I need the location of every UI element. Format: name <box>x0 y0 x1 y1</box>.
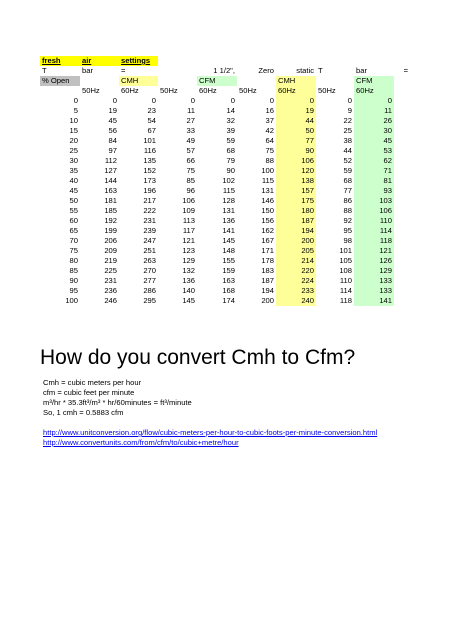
value-cell: 231 <box>104 276 117 285</box>
value-cell: 155 <box>222 256 235 265</box>
note-line: cfm = cubic feet per minute <box>43 388 135 397</box>
header-settings: settings <box>119 56 158 66</box>
value-cell: 26 <box>354 116 394 126</box>
label-size: 1 1/2", <box>213 66 235 75</box>
table-row <box>40 126 410 136</box>
value-cell: 214 <box>276 256 316 266</box>
value-cell: 75 <box>265 146 274 155</box>
header-row-4 <box>40 86 410 96</box>
value-cell: 159 <box>222 266 235 275</box>
open-percent-cell: 45 <box>69 186 78 195</box>
label-hz-3: 50Hz <box>160 86 178 95</box>
value-cell: 200 <box>261 296 274 305</box>
value-cell: 100 <box>261 166 274 175</box>
value-cell: 286 <box>143 286 156 295</box>
value-cell: 115 <box>222 186 235 195</box>
value-cell: 11 <box>187 106 195 115</box>
open-percent-cell: 5 <box>73 106 78 115</box>
value-cell: 270 <box>143 266 156 275</box>
table-body <box>40 56 410 306</box>
value-cell: 224 <box>276 276 316 286</box>
value-cell: 110 <box>339 276 352 285</box>
value-cell: 108 <box>339 266 352 275</box>
value-cell: 54 <box>147 116 156 125</box>
conversion-notes <box>43 378 192 418</box>
value-cell: 205 <box>276 246 316 256</box>
value-cell: 9 <box>347 106 352 115</box>
value-cell: 167 <box>261 236 274 245</box>
value-cell: 199 <box>104 226 117 235</box>
value-cell: 90 <box>226 166 235 175</box>
value-cell: 93 <box>354 186 394 196</box>
value-cell: 246 <box>104 296 117 305</box>
value-cell: 0 <box>112 96 117 105</box>
value-cell: 114 <box>339 286 352 295</box>
table-row <box>40 156 410 166</box>
label-cfm-2: CFM <box>354 76 394 86</box>
value-cell: 219 <box>104 256 117 265</box>
value-cell: 136 <box>182 276 195 285</box>
table-row <box>40 166 410 176</box>
value-cell: 19 <box>276 106 316 116</box>
value-cell: 56 <box>108 126 117 135</box>
table-row <box>40 226 410 236</box>
value-cell: 263 <box>143 256 156 265</box>
value-cell: 194 <box>276 226 316 236</box>
value-cell: 295 <box>143 296 156 305</box>
value-cell: 194 <box>261 286 274 295</box>
value-cell: 86 <box>343 196 352 205</box>
value-cell: 231 <box>143 216 156 225</box>
label-static: static <box>296 66 314 75</box>
value-cell: 129 <box>354 266 394 276</box>
value-cell: 37 <box>265 116 274 125</box>
open-percent-cell: 80 <box>69 256 78 265</box>
value-cell: 140 <box>182 286 195 295</box>
value-cell: 113 <box>182 216 195 225</box>
label-eq-2: = <box>403 66 408 75</box>
value-cell: 38 <box>343 136 352 145</box>
value-cell: 53 <box>354 146 394 156</box>
value-cell: 240 <box>276 296 316 306</box>
value-cell: 79 <box>226 156 235 165</box>
open-percent-cell: 10 <box>69 116 78 125</box>
value-cell: 117 <box>182 226 195 235</box>
label-t-2: T <box>318 66 323 75</box>
value-cell: 25 <box>343 126 352 135</box>
header-fresh: fresh <box>40 56 80 66</box>
label-bar-2: bar <box>356 66 367 75</box>
table-row <box>40 136 410 146</box>
value-cell: 16 <box>265 106 274 115</box>
value-cell: 121 <box>182 236 195 245</box>
value-cell: 187 <box>276 216 316 226</box>
value-cell: 33 <box>186 126 195 135</box>
value-cell: 64 <box>265 136 274 145</box>
label-cmh: CMH <box>119 76 158 86</box>
value-cell: 71 <box>354 166 394 176</box>
value-cell: 90 <box>276 146 316 156</box>
value-cell: 84 <box>108 136 117 145</box>
value-cell: 131 <box>261 186 274 195</box>
value-cell: 247 <box>143 236 156 245</box>
value-cell: 44 <box>276 116 316 126</box>
value-cell: 23 <box>147 106 156 115</box>
value-cell: 136 <box>222 216 235 225</box>
value-cell: 102 <box>222 176 235 185</box>
label-open: % Open <box>40 76 80 86</box>
value-cell: 251 <box>143 246 156 255</box>
value-cell: 135 <box>143 156 156 165</box>
value-cell: 0 <box>354 96 394 106</box>
value-cell: 59 <box>226 136 235 145</box>
table-row <box>40 116 410 126</box>
value-cell: 220 <box>276 266 316 276</box>
table-row <box>40 246 410 256</box>
convertunits-link[interactable]: http://www.convertunits.com/from/cfm/to/cubic+metre/hour <box>43 438 239 447</box>
value-cell: 66 <box>186 156 195 165</box>
label-cmh-2: CMH <box>276 76 316 86</box>
value-cell: 92 <box>343 216 352 225</box>
value-cell: 62 <box>354 156 394 166</box>
value-cell: 106 <box>182 196 195 205</box>
value-cell: 103 <box>354 196 394 206</box>
value-cell: 50 <box>276 126 316 136</box>
value-cell: 32 <box>226 116 235 125</box>
value-cell: 95 <box>343 226 352 235</box>
value-cell: 217 <box>143 196 156 205</box>
value-cell: 168 <box>222 286 235 295</box>
open-percent-cell: 85 <box>69 266 78 275</box>
value-cell: 133 <box>354 276 394 286</box>
open-percent-cell: 75 <box>69 246 78 255</box>
open-percent-cell: 40 <box>69 176 78 185</box>
value-cell: 98 <box>343 236 352 245</box>
value-cell: 128 <box>222 196 235 205</box>
open-percent-cell: 30 <box>69 156 78 165</box>
open-percent-cell: 20 <box>69 136 78 145</box>
value-cell: 173 <box>143 176 156 185</box>
value-cell: 97 <box>108 146 117 155</box>
label-eq: = <box>121 66 126 75</box>
value-cell: 101 <box>339 246 352 255</box>
note-line: Cmh = cubic meters per hour <box>43 378 142 387</box>
value-cell: 106 <box>276 156 316 166</box>
value-cell: 115 <box>261 176 274 185</box>
table-row <box>40 236 410 246</box>
value-cell: 162 <box>261 226 274 235</box>
label-hz-1: 50Hz <box>82 86 100 95</box>
value-cell: 141 <box>354 296 394 306</box>
value-cell: 19 <box>108 106 117 115</box>
value-cell: 209 <box>104 246 117 255</box>
value-cell: 42 <box>265 126 274 135</box>
value-cell: 236 <box>104 286 117 295</box>
table-row <box>40 276 410 286</box>
table-row <box>40 196 410 206</box>
note-line: m³/hr * 35.3ft³/m³ * hr/60minutes = ft³/minute <box>43 398 192 407</box>
label-hz-8: 60Hz <box>354 86 394 96</box>
value-cell: 239 <box>143 226 156 235</box>
value-cell: 148 <box>222 246 235 255</box>
value-cell: 277 <box>143 276 156 285</box>
value-cell: 131 <box>222 206 235 215</box>
value-cell: 200 <box>276 236 316 246</box>
value-cell: 45 <box>108 116 117 125</box>
reference-links <box>43 428 377 448</box>
label-hz-2: 60Hz <box>121 86 139 95</box>
value-cell: 174 <box>222 296 235 305</box>
value-cell: 126 <box>354 256 394 266</box>
value-cell: 225 <box>104 266 117 275</box>
table-row <box>40 106 410 116</box>
table-row <box>40 286 410 296</box>
value-cell: 146 <box>261 196 274 205</box>
value-cell: 0 <box>347 96 352 105</box>
open-percent-cell: 65 <box>69 226 78 235</box>
value-cell: 68 <box>226 146 235 155</box>
value-cell: 156 <box>261 216 274 225</box>
value-cell: 27 <box>186 116 195 125</box>
value-cell: 106 <box>354 206 394 216</box>
table-row <box>40 96 410 106</box>
value-cell: 118 <box>339 296 352 305</box>
value-cell: 67 <box>147 126 156 135</box>
value-cell: 120 <box>276 166 316 176</box>
value-cell: 96 <box>186 186 195 195</box>
open-percent-cell: 60 <box>69 216 78 225</box>
value-cell: 81 <box>354 176 394 186</box>
value-cell: 75 <box>186 166 195 175</box>
table-row <box>40 266 410 276</box>
label-hz-4: 60Hz <box>199 86 217 95</box>
value-cell: 77 <box>276 136 316 146</box>
label-hz-7: 50Hz <box>318 86 336 95</box>
value-cell: 0 <box>151 96 156 105</box>
table-row <box>40 206 410 216</box>
table-row <box>40 146 410 156</box>
value-cell: 145 <box>222 236 235 245</box>
open-percent-cell: 50 <box>69 196 78 205</box>
value-cell: 30 <box>354 126 394 136</box>
value-cell: 109 <box>182 206 195 215</box>
open-percent-cell: 35 <box>69 166 78 175</box>
unitconversion-link[interactable]: http://www.unitconversion.org/flow/cubic-meters-per-hour-to-cubic-foots-per-minute-conversion.html <box>43 428 378 437</box>
open-percent-cell: 55 <box>69 206 78 215</box>
value-cell: 163 <box>222 276 235 285</box>
value-cell: 132 <box>182 266 195 275</box>
data-table <box>40 56 410 306</box>
value-cell: 116 <box>143 146 156 155</box>
value-cell: 0 <box>190 96 195 105</box>
value-cell: 118 <box>354 236 394 246</box>
value-cell: 145 <box>182 296 195 305</box>
value-cell: 112 <box>104 156 117 165</box>
value-cell: 152 <box>143 166 156 175</box>
value-cell: 0 <box>276 96 316 106</box>
value-cell: 121 <box>354 246 394 256</box>
value-cell: 0 <box>269 96 274 105</box>
value-cell: 105 <box>339 256 352 265</box>
value-cell: 110 <box>354 216 394 226</box>
value-cell: 88 <box>343 206 352 215</box>
page-heading: How do you convert Cmh to Cfm? <box>40 346 356 369</box>
header-air: air <box>80 56 119 66</box>
open-percent-cell: 15 <box>69 126 78 135</box>
value-cell: 144 <box>104 176 117 185</box>
value-cell: 77 <box>343 186 352 195</box>
value-cell: 39 <box>226 126 235 135</box>
value-cell: 178 <box>261 256 274 265</box>
header-row-3 <box>40 76 410 86</box>
value-cell: 157 <box>276 186 316 196</box>
value-cell: 133 <box>354 286 394 296</box>
header-row-2 <box>40 66 410 76</box>
open-percent-cell: 95 <box>69 286 78 295</box>
value-cell: 123 <box>182 246 195 255</box>
note-line: So, 1 cmh = 0.5883 cfm <box>43 408 124 417</box>
label-cfm: CFM <box>197 76 237 86</box>
value-cell: 101 <box>143 136 156 145</box>
value-cell: 45 <box>354 136 394 146</box>
value-cell: 57 <box>186 146 195 155</box>
value-cell: 185 <box>104 206 117 215</box>
label-bar: bar <box>82 66 93 75</box>
value-cell: 114 <box>354 226 394 236</box>
value-cell: 138 <box>276 176 316 186</box>
header-row-1 <box>40 56 410 66</box>
value-cell: 181 <box>104 196 117 205</box>
table-row <box>40 256 410 266</box>
value-cell: 85 <box>186 176 195 185</box>
value-cell: 171 <box>261 246 274 255</box>
value-cell: 49 <box>186 136 195 145</box>
value-cell: 183 <box>261 266 274 275</box>
value-cell: 44 <box>343 146 352 155</box>
value-cell: 14 <box>226 106 235 115</box>
value-cell: 163 <box>104 186 117 195</box>
value-cell: 59 <box>343 166 352 175</box>
value-cell: 127 <box>104 166 117 175</box>
value-cell: 206 <box>104 236 117 245</box>
value-cell: 68 <box>343 176 352 185</box>
value-cell: 196 <box>143 186 156 195</box>
table-row <box>40 186 410 196</box>
value-cell: 141 <box>222 226 235 235</box>
value-cell: 192 <box>104 216 117 225</box>
open-percent-cell: 70 <box>69 236 78 245</box>
value-cell: 52 <box>343 156 352 165</box>
open-percent-cell: 25 <box>69 146 78 155</box>
open-percent-cell: 100 <box>65 296 78 305</box>
value-cell: 150 <box>261 206 274 215</box>
table-row <box>40 296 410 306</box>
label-t: T <box>42 66 47 75</box>
open-percent-cell: 0 <box>73 96 78 105</box>
label-hz-6: 60Hz <box>276 86 316 96</box>
table-row <box>40 176 410 186</box>
value-cell: 187 <box>261 276 274 285</box>
label-zero: Zero <box>258 66 274 75</box>
value-cell: 11 <box>354 106 394 116</box>
value-cell: 233 <box>276 286 316 296</box>
value-cell: 0 <box>230 96 235 105</box>
value-cell: 180 <box>276 206 316 216</box>
value-cell: 175 <box>276 196 316 206</box>
value-cell: 129 <box>182 256 195 265</box>
label-hz-5: 50Hz <box>239 86 257 95</box>
open-percent-cell: 90 <box>69 276 78 285</box>
table-row <box>40 216 410 226</box>
value-cell: 88 <box>265 156 274 165</box>
value-cell: 22 <box>343 116 352 125</box>
value-cell: 222 <box>143 206 156 215</box>
